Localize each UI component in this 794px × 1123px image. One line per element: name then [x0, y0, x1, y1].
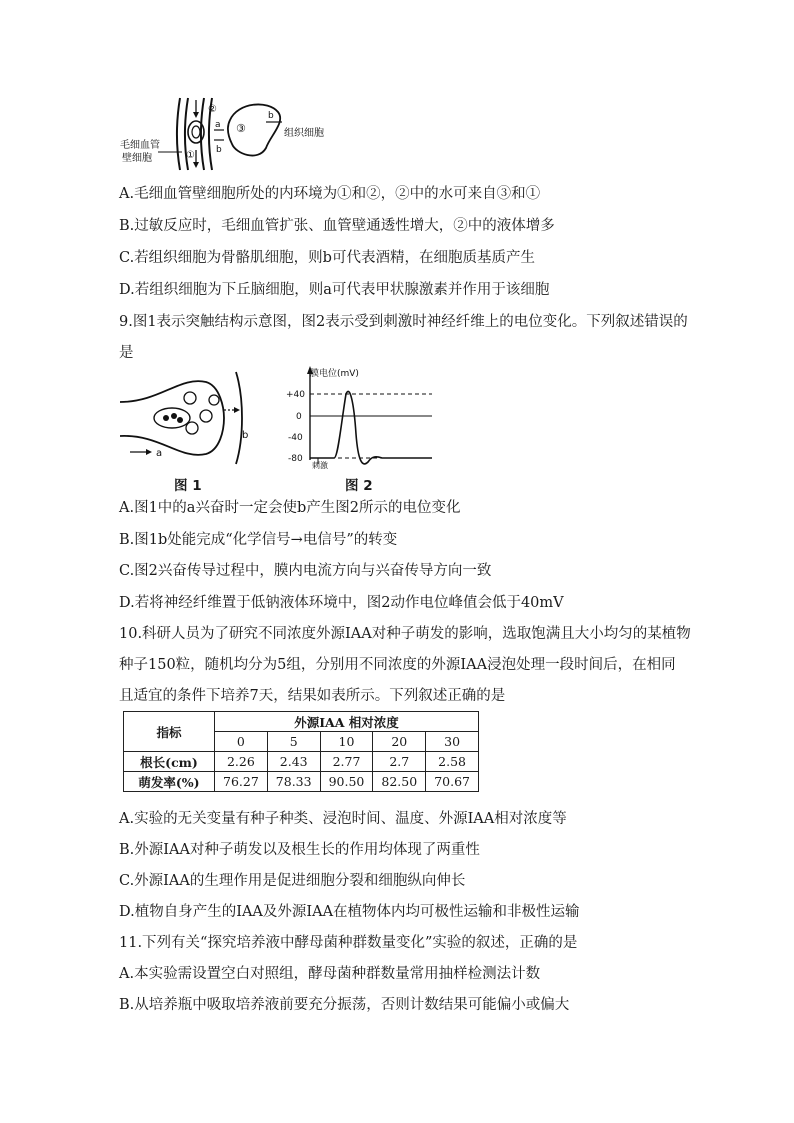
q8-option-a: A.毛细血管壁细胞所处的内环境为①和②，②中的水可来自③和①: [119, 186, 541, 202]
q10-option-b: B.外源IAA对种子萌发以及根生长的作用均体现了两重性: [119, 842, 480, 858]
table-cell: 82.50: [373, 772, 426, 792]
table-cell: 2.58: [426, 752, 479, 772]
q10-stem-line1: 10.科研人员为了研究不同浓度外源IAA对种子萌发的影响，选取饱满且大小均匀的某植物: [119, 626, 691, 642]
label-a: a: [215, 120, 221, 130]
synapse-diagram: [120, 368, 255, 468]
label-capillary: 毛细血管: [120, 140, 160, 151]
table-concentration: 0: [215, 732, 268, 752]
fig2-tick-0: 0: [296, 412, 302, 422]
fig2-caption: 图 2: [345, 478, 373, 494]
label-3: ③: [236, 122, 246, 135]
fig2-tick-40: +40: [286, 390, 305, 400]
fig2-tick-n40: -40: [288, 433, 303, 443]
q9-option-c: C.图2兴奋传导过程中，膜内电流方向与兴奋传导方向一致: [119, 563, 492, 579]
fig2-tick-n80: -80: [288, 454, 303, 464]
table-concentration: 5: [267, 732, 320, 752]
capillary-diagram: [118, 92, 378, 172]
q10-option-d: D.植物自身产生的IAA及外源IAA在植物体内均可极性运输和非极性运输: [119, 904, 580, 920]
q8-option-b: B.过敏反应时，毛细血管扩张、血管壁通透性增大，②中的液体增多: [119, 218, 555, 234]
table-concentration: 20: [373, 732, 426, 752]
fig2-ylabel: 膜电位(mV): [310, 369, 359, 379]
q9-option-a: A.图1中的a兴奋时一定会使b产生图2所示的电位变化: [119, 500, 461, 516]
fig1-caption: 图 1: [174, 478, 202, 494]
q10-stem-line3: 且适宜的条件下培养7天，结果如表所示。下列叙述正确的是: [119, 688, 506, 704]
q9-option-b: B.图1b处能完成“化学信号→电信号”的转变: [119, 532, 398, 548]
table-corner: 指标: [124, 712, 215, 752]
table-cell: 2.43: [267, 752, 320, 772]
table-row: [124, 752, 479, 772]
q8-option-c: C.若组织细胞为骨骼肌细胞，则b可代表酒精，在细胞质基质产生: [119, 250, 535, 266]
fig2-stimulus-label: 刺激: [312, 461, 328, 469]
table-cell: 90.50: [320, 772, 373, 792]
q9-stem-line1: 9.图1表示突触结构示意图，图2表示受到刺激时神经纤维上的电位变化。下列叙述错误的: [119, 314, 688, 330]
label-b2: b: [268, 111, 274, 121]
q11-stem: 11.下列有关“探究培养液中酵母菌种群数量变化”实验的叙述，正确的是: [119, 935, 578, 951]
fig1-label-a: a: [156, 448, 163, 459]
membrane-potential-graph: [286, 364, 436, 469]
q11-option-b: B.从培养瓶中吸取培养液前要充分振荡，否则计数结果可能偏小或偏大: [119, 997, 570, 1013]
label-2: ②: [208, 104, 217, 115]
table-cell: 76.27: [215, 772, 268, 792]
table-cell: 70.67: [426, 772, 479, 792]
table-row: [124, 772, 479, 792]
table-cell: 2.26: [215, 752, 268, 772]
table-cell: 78.33: [267, 772, 320, 792]
row-label: 萌发率(%): [124, 772, 215, 792]
q8-option-d: D.若组织细胞为下丘脑细胞，则a可代表甲状腺激素并作用于该细胞: [119, 282, 550, 298]
table-cell: 2.77: [320, 752, 373, 772]
table-cell: 2.7: [373, 752, 426, 772]
iaa-data-table: [123, 711, 479, 792]
label-b: b: [216, 145, 222, 155]
q10-option-c: C.外源IAA的生理作用是促进细胞分裂和细胞纵向伸长: [119, 873, 466, 889]
row-label: 根长(cm): [124, 752, 215, 772]
q10-option-a: A.实验的无关变量有种子种类、浸泡时间、温度、外源IAA相对浓度等: [119, 811, 567, 827]
fig1-label-b: b: [242, 430, 249, 441]
table-concentration: 30: [426, 732, 479, 752]
q11-option-a: A.本实验需设置空白对照组，酵母菌种群数量常用抽样检测法计数: [119, 966, 541, 982]
q10-stem-line2: 种子150粒，随机均分为5组，分别用不同浓度的外源IAA浸泡处理一段时间后，在相同: [119, 657, 676, 673]
label-1: ①: [186, 150, 195, 161]
label-tissue-cell: 组织细胞: [284, 128, 324, 139]
table-group-header: 外源IAA 相对浓度: [215, 712, 479, 732]
q9-stem-line2: 是: [119, 345, 134, 361]
label-wall-cell: 壁细胞: [122, 153, 152, 164]
table-concentration: 10: [320, 732, 373, 752]
q9-option-d: D.若将神经纤维置于低钠液体环境中，图2动作电位峰值会低于40mV: [119, 595, 564, 611]
